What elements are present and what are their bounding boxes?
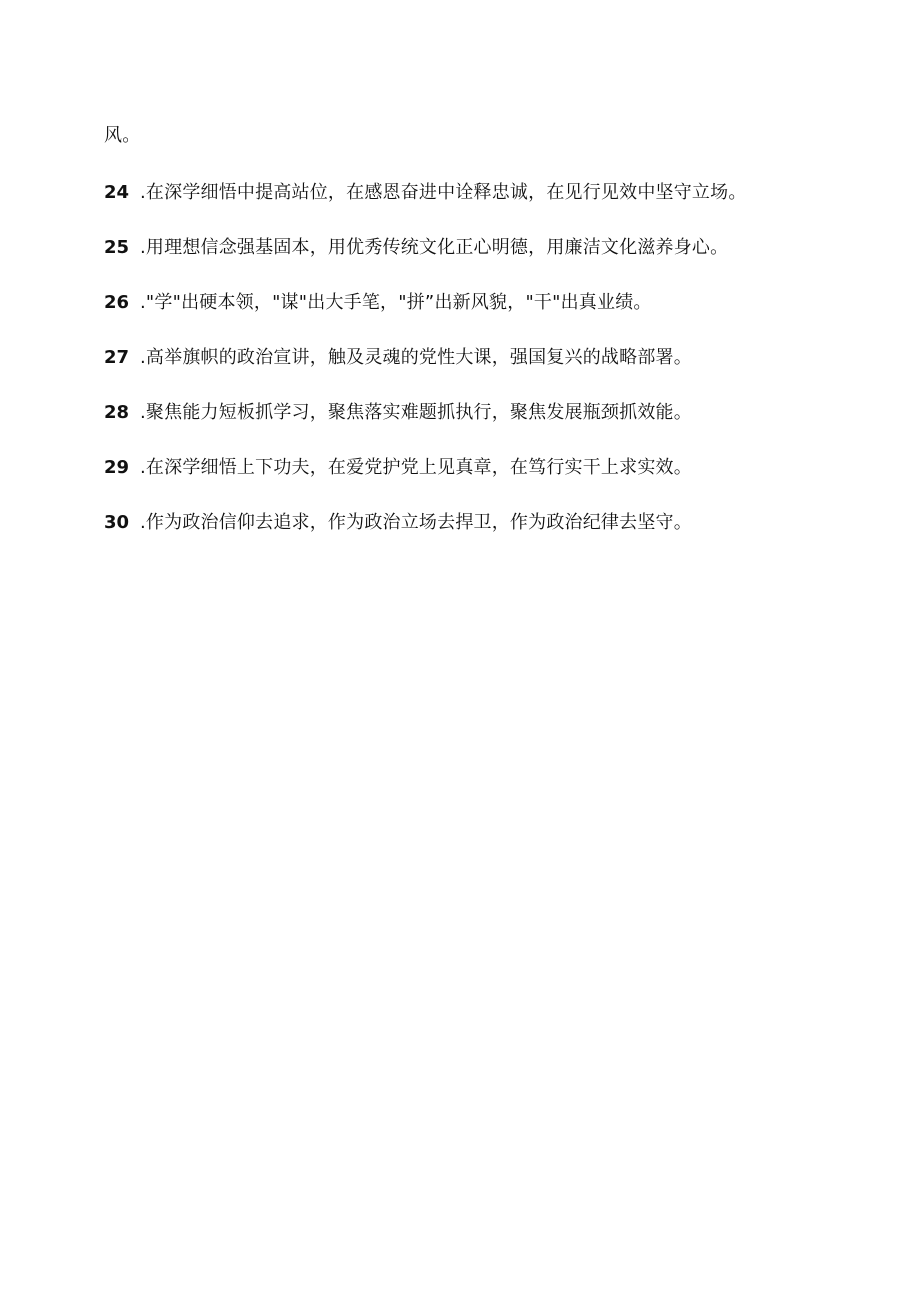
item-number: 29	[104, 457, 130, 478]
item-text: .在深学细悟中提高站位，在感恩奋进中诠释忠诚，在见行见效中坚守立场。	[140, 182, 747, 203]
list-item	[104, 181, 747, 205]
item-number: 27	[104, 347, 130, 368]
item-number: 30	[104, 512, 130, 533]
continuation-text: 风。	[104, 125, 141, 146]
item-number: 26	[104, 292, 130, 313]
item-text: ."学"出硬本领，"谋"出大手笔，"拼”出新风貌，"干"出真业绩。	[140, 292, 652, 313]
list-item	[104, 456, 692, 480]
item-text: .用理想信念强基固本，用优秀传统文化正心明德，用廉洁文化滋养身心。	[140, 237, 729, 258]
item-text: .聚焦能力短板抓学习，聚焦落实难题抓执行，聚焦发展瓶颈抓效能。	[140, 402, 692, 423]
list-item	[104, 346, 692, 370]
item-text: .在深学细悟上下功夫，在爱党护党上见真章，在笃行实干上求实效。	[140, 457, 692, 478]
list-item	[104, 236, 728, 260]
item-text: .作为政治信仰去追求，作为政治立场去捍卫，作为政治纪律去坚守。	[140, 512, 692, 533]
item-text: .高举旗帜的政治宣讲，触及灵魂的党性大课，强国复兴的战略部署。	[140, 347, 692, 368]
item-number: 28	[104, 402, 130, 423]
list-item	[104, 401, 692, 425]
item-number: 25	[104, 237, 130, 258]
item-number: 24	[104, 182, 130, 203]
list-item	[104, 291, 652, 315]
list-item	[104, 511, 692, 535]
